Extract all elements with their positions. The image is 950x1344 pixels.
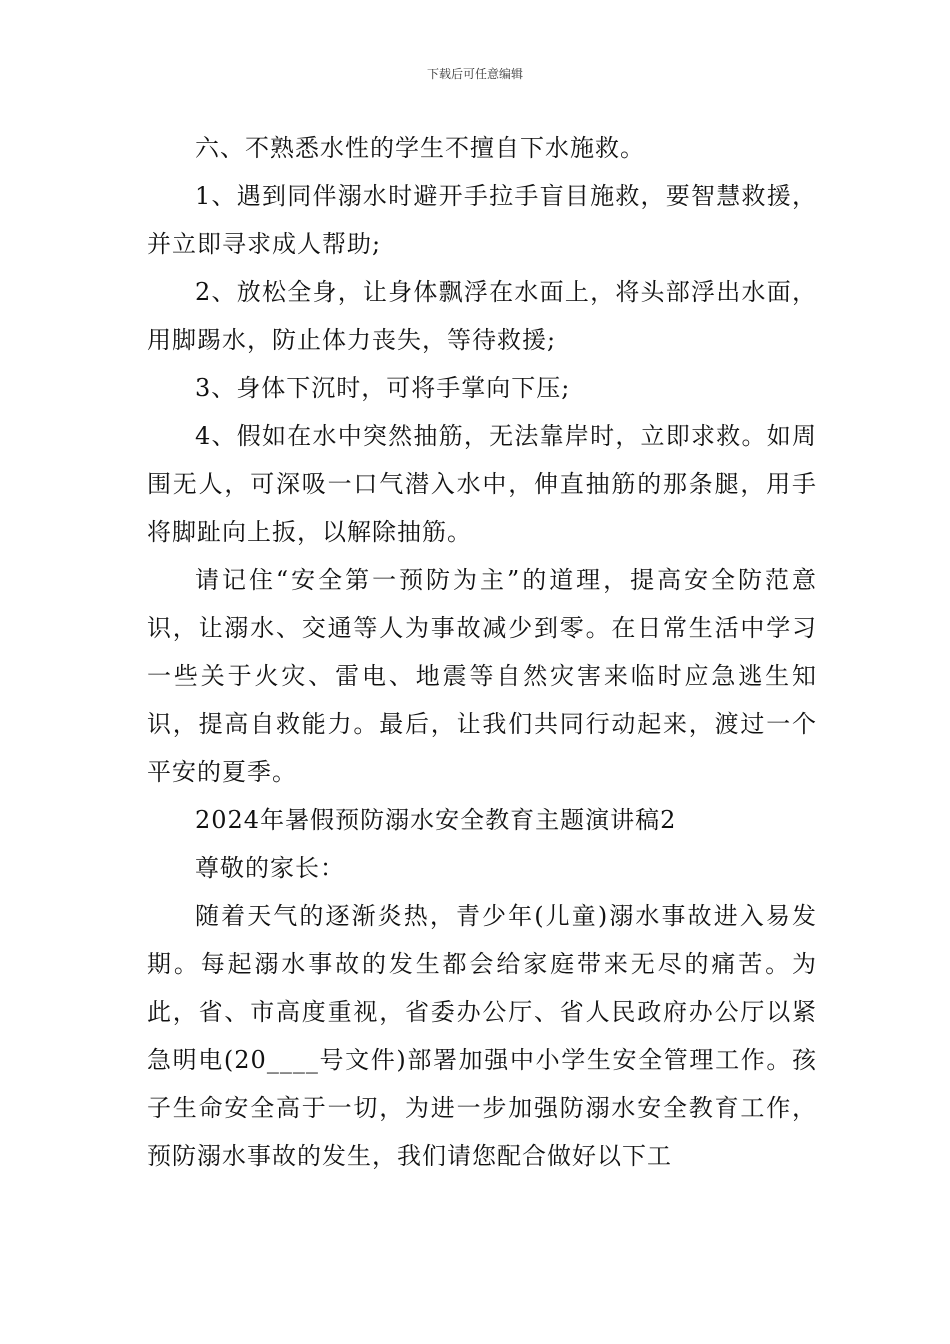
paragraph-section-six: 六、不熟悉水性的学生不擅自下水施救。 [195, 134, 645, 162]
paragraph-intro: 随着天气的逐渐炎热，青少年(儿童)溺水事故进入易发期。每起溺水事故的发生都会给家庭带来无尽的痛苦。为此，省、市高度重视，省委办公厅、省人民政府办公厅以紧急明电(20____号文件)部署加强中小学生安全管理工作。孩子生命安全高于一切，为进一步加强防溺水安全教育工作，预防溺水事故的发生，我们请您配合做好以下工 [147, 902, 817, 1170]
paragraph-closing: 请记住“安全第一预防为主”的道理，提高安全防范意识，让溺水、交通等人为事故减少到零。在日常生活中学习一些关于火灾、雷电、地震等自然灾害来临时应急逃生知识，提高自救能力。最后，让我们共同行动起来，渡过一个平安的夏季。 [147, 566, 817, 786]
salutation: 尊敬的家长： [195, 854, 345, 882]
paragraph-item-2: 2、放松全身，让身体飘浮在水面上，将头部浮出水面，用脚踢水，防止体力丧失，等待救援; [147, 278, 817, 354]
paragraph-item-1: 1、遇到同伴溺水时避开手拉手盲目施救，要智慧救援，并立即寻求成人帮助; [147, 182, 817, 258]
paragraph-item-4: 4、假如在水中突然抽筋，无法靠岸时，立即求救。如周围无人，可深吸一口气潜入水中，伸直抽筋的那条腿，用手将脚趾向上扳，以解除抽筋。 [147, 422, 817, 546]
section-title: 2024年暑假预防溺水安全教育主题演讲稿2 [195, 806, 677, 834]
paragraph-item-3: 3、身体下沉时，可将手掌向下压; [195, 374, 571, 402]
document-body [147, 124, 817, 1180]
header-note: 下载后可任意编辑 [426, 67, 523, 81]
